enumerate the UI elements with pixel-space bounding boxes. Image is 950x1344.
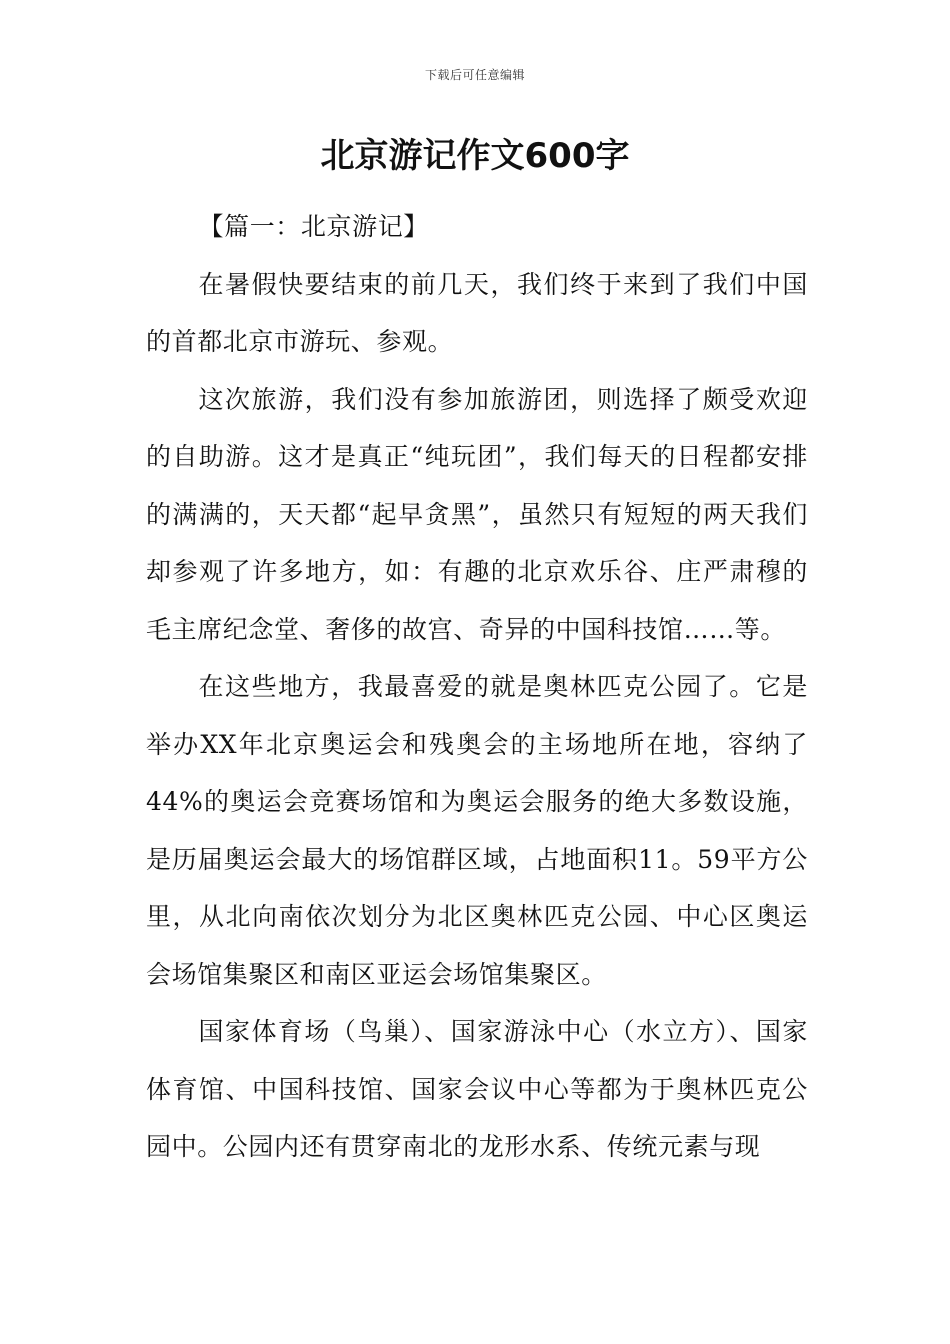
section-heading: 【篇一：北京游记】 xyxy=(198,212,429,241)
paragraph: 国家体育场（鸟巢）、国家游泳中心（水立方）、国家体育馆、中国科技馆、国家会议中心等都为于奥林匹克公园中。公园内还有贯穿南北的龙形水系、传统元素与现 xyxy=(146,1017,808,1161)
paragraph: 在暑假快要结束的前几天，我们终于来到了我们中国的首都北京市游玩、参观。 xyxy=(146,269,808,356)
paragraph: 在这些地方，我最喜爱的就是奥林匹克公园了。它是举办XX年北京奥运会和残奥会的主场地所在地，容纳了44%的奥运会竞赛场馆和为奥运会服务的绝大多数设施，是历届奥运会最大的场馆群区域，占地面积11。59平方公里，从北向南依次划分为北区奥林匹克公园、中心区奥运会场馆集聚区和南区亚运会场馆集聚区。 xyxy=(146,672,808,989)
header-note: 下载后可任意编辑 xyxy=(424,68,525,82)
page-title: 北京游记作文600字 xyxy=(320,136,630,176)
document-body xyxy=(146,198,808,1176)
paragraph: 这次旅游，我们没有参加旅游团，则选择了颇受欢迎的自助游。这才是真正“纯玩团”，我们每天的日程都安排的满满的，天天都“起早贪黑”，虽然只有短短的两天我们却参观了许多地方，如：有趣的北京欢乐谷、庄严肃穆的毛主席纪念堂、奢侈的故宫、奇异的中国科技馆……等。 xyxy=(146,384,808,644)
